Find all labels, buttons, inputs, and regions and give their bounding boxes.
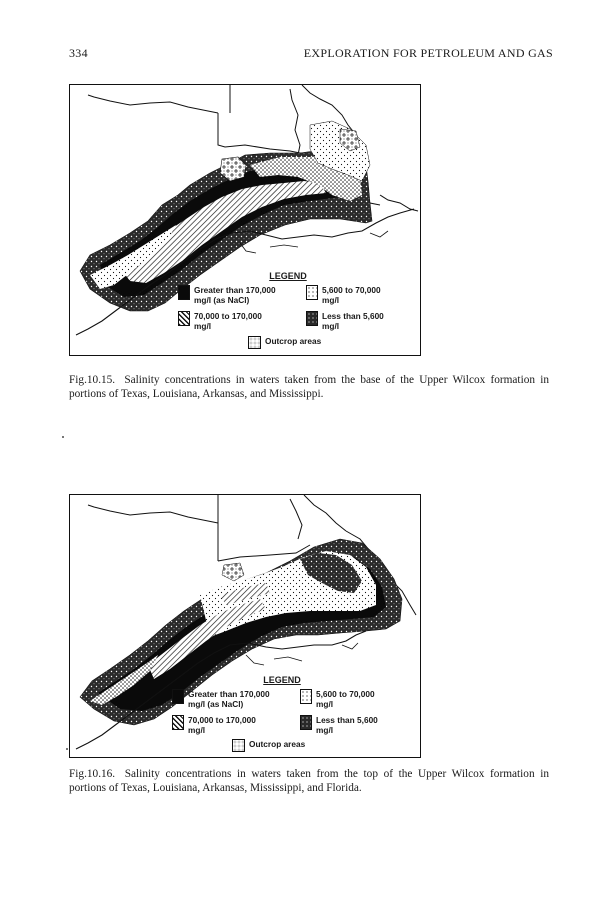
legend-label-greater: Greater than 170,000 mg/l (as NaCl) [194,285,276,305]
page-number: 334 [69,46,88,60]
swatch-outcrop [248,336,261,349]
legend [162,675,402,755]
legend-5600-70000 [306,285,381,305]
legend-greater-170000 [178,285,276,305]
legend-outcrop-areas [248,336,321,349]
caption-text: Salinity concentrations in waters taken from the top of the Upper Wilcox formation in portions of Texas, Louisiana, Arkansas, Mississippi, and Florida. [69,768,549,794]
legend-label-greater: Greater than 170,000 mg/l (as NaCl) [188,689,270,709]
legend-title: LEGEND [269,271,307,281]
legend-label-mid-high: 70,000 to 170,000 mg/l [194,311,262,331]
zone-outcrop [222,563,244,581]
swatch-outcrop [232,739,245,752]
swatch-solid-black [172,689,184,704]
figure-10-16-caption [69,768,549,795]
running-head: EXPLORATION FOR PETROLEUM AND GAS [303,46,553,60]
legend-less-5600 [306,311,384,331]
legend-70000-170000 [172,715,256,735]
swatch-sparse-dots [306,285,318,300]
legend-label-less: Less than 5,600 mg/l [316,715,378,735]
legend-label-outcrop: Outcrop areas [249,739,306,749]
figure-number: Fig.10.16. [69,768,116,780]
swatch-solid-black [178,285,190,300]
swatch-dark-mottle [300,715,312,730]
legend-5600-70000 [300,689,375,709]
figure-10-15 [69,84,421,356]
legend-label-less: Less than 5,600 mg/l [322,311,384,331]
swatch-sparse-dots [300,689,312,704]
legend [168,271,408,353]
legend-label-outcrop: Outcrop areas [265,336,322,346]
legend-greater-170000 [172,689,270,709]
legend-70000-170000 [178,311,262,331]
swatch-hatch [178,311,190,326]
margin-mark [66,748,68,750]
caption-text: Salinity concentrations in waters taken from the base of the Upper Wilcox formation in portions of Texas, Louisiana, Arkansas, and Mississippi. [69,374,549,400]
legend-label-mid-low: 5,600 to 70,000 mg/l [316,689,375,709]
figure-10-16 [69,494,421,758]
figure-number: Fig.10.15. [69,374,116,386]
legend-label-mid-high: 70,000 to 170,000 mg/l [188,715,256,735]
swatch-dark-mottle [306,311,318,326]
figure-10-15-caption [69,374,549,401]
swatch-hatch [172,715,184,730]
legend-outcrop-areas [232,739,305,752]
page-header [69,46,553,64]
legend-less-5600 [300,715,378,735]
legend-label-mid-low: 5,600 to 70,000 mg/l [322,285,381,305]
legend-title: LEGEND [263,675,301,685]
margin-mark [62,436,64,438]
